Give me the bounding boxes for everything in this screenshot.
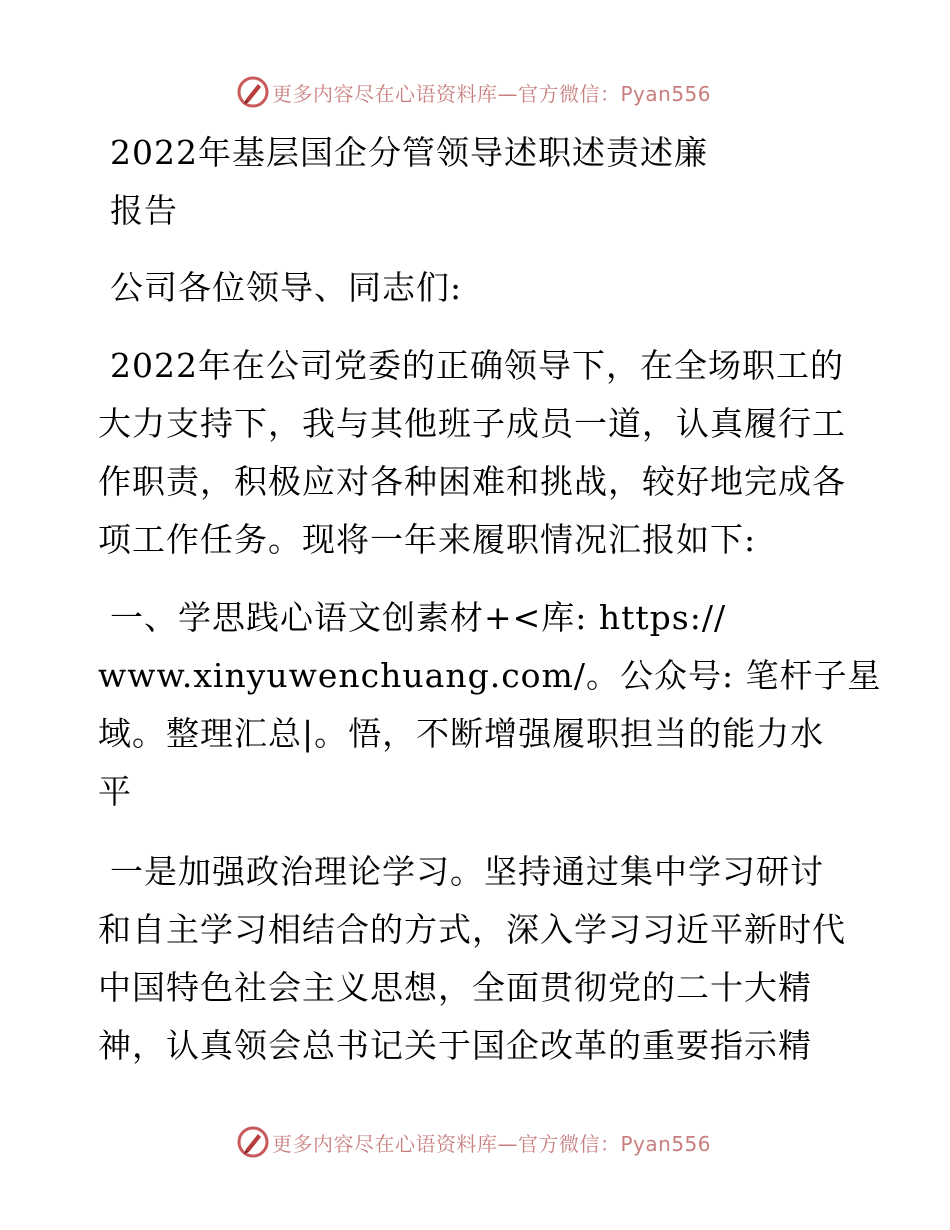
section1-line-1: 一、学思践心语文创素材+<库: https://: [110, 598, 727, 637]
para1-line-2: 和自主学习相结合的方式，深入学习习近平新时代: [98, 910, 846, 949]
footer-banner: [236, 1122, 716, 1162]
intro-line-4: 项工作任务。现将一年来履职情况汇报如下:: [98, 520, 757, 559]
pen-circle-logo-icon: [236, 1125, 270, 1159]
section1-line-3: 域。整理汇总|。悟，不断增强履职担当的能力水: [98, 714, 825, 753]
pen-circle-logo-icon: [236, 75, 270, 109]
salutation: 公司各位领导、同志们:: [110, 268, 463, 307]
document-title-line-2: 报告: [110, 191, 178, 230]
intro-line-2: 大力支持下，我与其他班子成员一道，认真履行工: [98, 404, 846, 443]
header-banner: [236, 72, 716, 112]
para1-line-3: 中国特色社会主义思想，全面贯彻党的二十大精: [98, 968, 812, 1007]
para1-line-4: 神，认真领会总书记关于国企改革的重要指示精: [98, 1026, 812, 1065]
section1-line-4: 平: [98, 772, 132, 811]
intro-line-3: 作职责，积极应对各种困难和挑战，较好地完成各: [98, 462, 846, 501]
para1-line-1: 一是加强政治理论学习。坚持通过集中学习研讨: [110, 852, 824, 891]
banner-text: 更多内容尽在心语资料库—官方微信：Pyan556: [272, 81, 712, 106]
intro-line-1: 2022年在公司党委的正确领导下，在全场职工的: [110, 346, 844, 385]
banner-text: 更多内容尽在心语资料库—官方微信：Pyan556: [272, 1131, 712, 1156]
section1-line-2: www.xinyuwenchuang.com/。公众号: 笔杆子星: [98, 656, 882, 695]
document-body: [98, 124, 882, 1075]
document-title-line-1: 2022年基层国企分管领导述职述责述廉: [110, 133, 708, 172]
